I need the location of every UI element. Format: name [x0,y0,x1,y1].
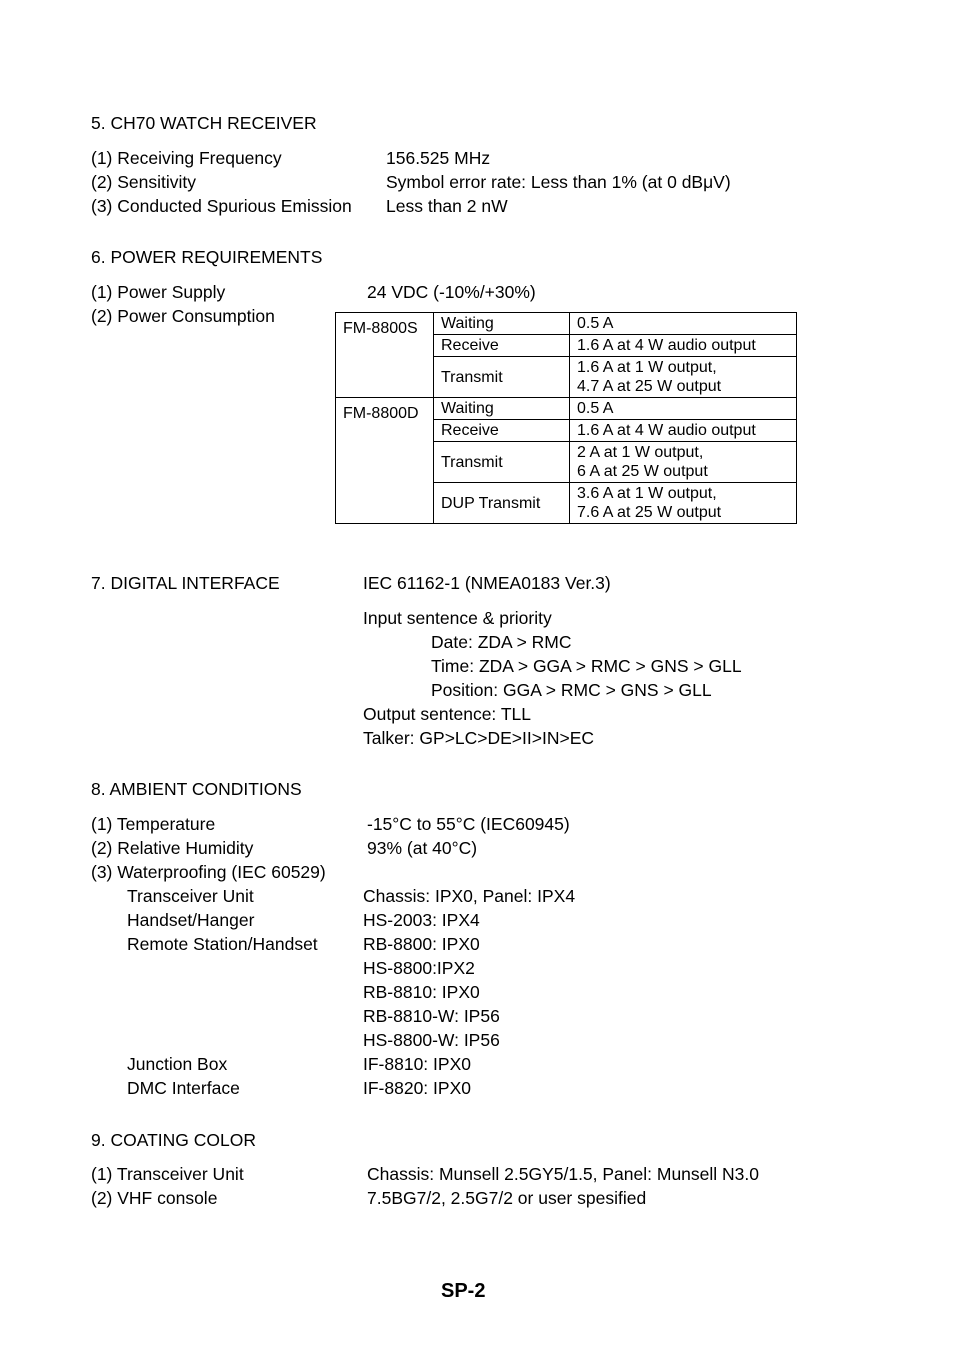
section-9-heading: 9. COATING COLOR [91,1130,256,1150]
section-7-heading: 7. DIGITAL INTERFACE [91,573,280,593]
receiving-frequency-label: (1) Receiving Frequency [91,148,282,168]
power-supply-value: 24 VDC (-10%/+30%) [367,282,536,302]
value-cell: 1.6 A at 4 W audio output [570,420,797,442]
spurious-emission-value: Less than 2 nW [386,196,508,216]
coating-transceiver-value: Chassis: Munsell 2.5GY5/1.5, Panel: Munsell N3.0 [367,1164,759,1184]
junction-box-value: IF-8810: IPX0 [363,1054,471,1074]
receiving-frequency-value: 156.525 MHz [386,148,491,168]
temperature-value: -15°C to 55°C (IEC60945) [367,814,570,834]
value-cell: 1.6 A at 1 W output, 4.7 A at 25 W output [570,357,797,398]
remote-station-value: RB-8810: IPX0 [363,982,480,1002]
value-cell: 0.5 A [570,313,797,335]
transceiver-unit-value: Chassis: IPX0, Panel: IPX4 [363,886,576,906]
dmc-interface-label: DMC Interface [127,1078,240,1098]
mode-cell: Receive [434,335,570,357]
spurious-emission-label: (3) Conducted Spurious Emission [91,196,352,216]
transceiver-unit-label: Transceiver Unit [127,886,254,906]
power-consumption-label: (2) Power Consumption [91,306,275,326]
remote-station-value: RB-8800: IPX0 [363,934,480,954]
remote-station-value: RB-8810-W: IP56 [363,1006,500,1026]
talker: Talker: GP>LC>DE>II>IN>EC [363,728,595,748]
remote-station-label: Remote Station/Handset [127,934,318,954]
section-6-heading: 6. POWER REQUIREMENTS [91,247,323,267]
dmc-interface-value: IF-8820: IPX0 [363,1078,471,1098]
input-sentence-label: Input sentence & priority [363,608,552,628]
remote-station-value: HS-8800-W: IP56 [363,1030,500,1050]
coating-transceiver-label: (1) Transceiver Unit [91,1164,244,1184]
handset-hanger-label: Handset/Hanger [127,910,255,930]
humidity-label: (2) Relative Humidity [91,838,254,858]
sensitivity-label: (2) Sensitivity [91,172,197,192]
value-cell: 3.6 A at 1 W output, 7.6 A at 25 W output [570,483,797,524]
model-fm8800s: FM-8800S [336,313,434,398]
sensitivity-value: Symbol error rate: Less than 1% (at 0 dBμV) [386,172,731,192]
output-sentence: Output sentence: TLL [363,704,531,724]
waterproofing-label: (3) Waterproofing (IEC 60529) [91,862,326,882]
value-cell: 2 A at 1 W output, 6 A at 25 W output [570,442,797,483]
value-cell: 1.6 A at 4 W audio output [570,335,797,357]
remote-station-value: HS-8800:IPX2 [363,958,475,978]
mode-cell: Transmit [434,357,570,398]
input-time: Time: ZDA > GGA > RMC > GNS > GLL [431,656,742,676]
input-position: Position: GGA > RMC > GNS > GLL [431,680,712,700]
power-supply-label: (1) Power Supply [91,282,226,302]
coating-console-value: 7.5BG7/2, 2.5G7/2 or user spesified [367,1188,647,1208]
section-5-heading: 5. CH70 WATCH RECEIVER [91,113,317,133]
mode-cell: Receive [434,420,570,442]
interface-standard: IEC 61162-1 (NMEA0183 Ver.3) [363,573,611,593]
temperature-label: (1) Temperature [91,814,216,834]
model-fm8800d: FM-8800D [336,398,434,524]
handset-hanger-value: HS-2003: IPX4 [363,910,480,930]
mode-cell: Waiting [434,398,570,420]
mode-cell: Waiting [434,313,570,335]
coating-console-label: (2) VHF console [91,1188,218,1208]
power-consumption-table [335,312,797,524]
input-date: Date: ZDA > RMC [431,632,572,652]
table-row [336,313,797,335]
humidity-value: 93% (at 40°C) [367,838,478,858]
mode-cell: Transmit [434,442,570,483]
table-row [336,398,797,420]
mode-cell: DUP Transmit [434,483,570,524]
page-number: SP-2 [441,1280,486,1302]
section-8-heading: 8. AMBIENT CONDITIONS [91,779,302,799]
junction-box-label: Junction Box [127,1054,228,1074]
value-cell: 0.5 A [570,398,797,420]
